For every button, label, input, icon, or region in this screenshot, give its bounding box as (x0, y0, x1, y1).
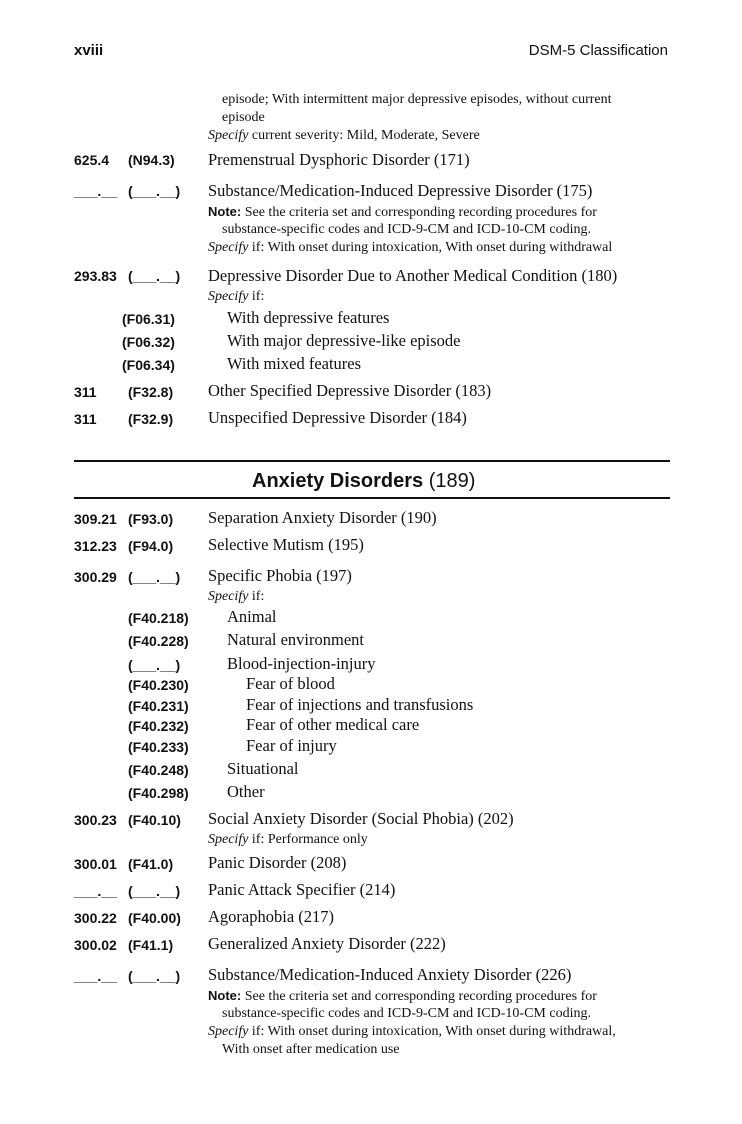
subtype-label: Animal (227, 607, 277, 626)
disorder-name: Other Specified Depressive Disorder (183) (208, 381, 492, 400)
icd9-code: ___.__ (74, 968, 117, 984)
disorder-name: Separation Anxiety Disorder (190) (208, 508, 437, 527)
specify: Specify if: (208, 589, 265, 604)
icd10-code: (___.__) (128, 183, 181, 199)
subtype-label: Fear of injury (246, 736, 337, 755)
disorder-name: Selective Mutism (195) (208, 535, 364, 554)
disorder-name: Premenstrual Dysphoric Disorder (171) (208, 150, 470, 169)
specify: Specify if: With onset during intoxication, With onset during withdrawal (208, 240, 613, 255)
icd10-code: (F32.9) (128, 411, 174, 427)
icd10-code: (F40.10) (128, 812, 181, 828)
section-rule-bottom (74, 497, 670, 499)
subtype-code: (F40.233) (128, 739, 189, 755)
disorder-name: Unspecified Depressive Disorder (184) (208, 408, 467, 427)
continuation-line-1: episode; With intermittent major depressive episodes, without current (222, 92, 612, 107)
note-line-2: substance-specific codes and ICD-9-CM and ICD-10-CM coding. (222, 222, 591, 237)
subtype-label: Blood-injection-injury (227, 654, 376, 673)
subtype-code: (F40.228) (128, 633, 189, 649)
disorder-name: Substance/Medication-Induced Depressive Disorder (175) (208, 181, 593, 200)
icd9-code: 300.29 (74, 569, 117, 585)
page-number: xviii (74, 42, 104, 59)
disorder-name: Panic Attack Specifier (214) (208, 880, 396, 899)
note-line-2: substance-specific codes and ICD-9-CM and ICD-10-CM coding. (222, 1006, 591, 1021)
subtype-label: Fear of other medical care (246, 715, 420, 734)
subtype-label: Fear of blood (246, 674, 335, 693)
subtype-label: Fear of injections and transfusions (246, 695, 474, 714)
icd9-code: ___.__ (74, 183, 117, 199)
disorder-name: Specific Phobia (197) (208, 566, 352, 585)
subtype-code: (F40.230) (128, 677, 189, 693)
subtype-code: (F40.218) (128, 610, 189, 626)
subtype-code: (F06.32) (122, 334, 175, 350)
icd10-code: (___.__) (128, 883, 181, 899)
disorder-name: Agoraphobia (217) (208, 907, 335, 926)
icd10-code: (___.__) (128, 968, 181, 984)
icd9-code: ___.__ (74, 883, 117, 899)
icd9-code: 293.83 (74, 268, 117, 284)
icd9-code: 300.02 (74, 937, 117, 953)
subtype-code: (F06.31) (122, 311, 175, 327)
subtype-label: With mixed features (227, 354, 362, 373)
disorder-name: Depressive Disorder Due to Another Medical Condition (180) (208, 266, 618, 285)
subtype-code: (F40.232) (128, 718, 189, 734)
subtype-label: With major depressive-like episode (227, 331, 461, 350)
running-title: DSM-5 Classification (528, 42, 668, 59)
icd9-code: 311 (74, 411, 97, 427)
subtype-code: (F40.298) (128, 785, 189, 801)
subtype-label: Situational (227, 759, 299, 778)
note: Note: See the criteria set and corresponding recording procedures for (208, 204, 597, 220)
icd9-code: 300.01 (74, 856, 117, 872)
disorder-name: Generalized Anxiety Disorder (222) (208, 934, 446, 953)
specify-severity: Specify current severity: Mild, Moderate, Severe (208, 128, 480, 143)
icd9-code: 300.22 (74, 910, 117, 926)
specify: Specify if: With onset during intoxication, With onset during withdrawal, (208, 1024, 616, 1039)
icd9-code: 309.21 (74, 511, 117, 527)
subtype-code: (F06.34) (122, 357, 175, 373)
icd10-code: (F41.1) (128, 937, 174, 953)
icd10-code: (___.__) (128, 268, 181, 284)
subtype-label: With depressive features (227, 308, 390, 327)
icd10-code: (F41.0) (128, 856, 174, 872)
specify: Specify if: Performance only (208, 832, 368, 847)
subtype-label: Natural environment (227, 630, 364, 649)
icd9-code: 312.23 (74, 538, 117, 554)
continuation-line-2: episode (222, 110, 265, 125)
subtype-code: (___.__) (128, 657, 181, 673)
specify-line-2: With onset after medication use (222, 1042, 400, 1057)
section-title: Anxiety Disorders (189) (252, 470, 476, 492)
icd10-code: (N94.3) (128, 152, 175, 168)
icd9-code: 300.23 (74, 812, 117, 828)
icd9-code: 625.4 (74, 152, 110, 168)
icd10-code: (F40.00) (128, 910, 181, 926)
disorder-name: Substance/Medication-Induced Anxiety Disorder (226) (208, 965, 572, 984)
disorder-name: Social Anxiety Disorder (Social Phobia) (202) (208, 809, 514, 828)
icd10-code: (F32.8) (128, 384, 174, 400)
section-rule-top (74, 460, 670, 462)
icd10-code: (F94.0) (128, 538, 174, 554)
icd10-code: (___.__) (128, 569, 181, 585)
subtype-code: (F40.231) (128, 698, 189, 714)
icd10-code: (F93.0) (128, 511, 174, 527)
disorder-name: Panic Disorder (208) (208, 853, 347, 872)
subtype-label: Other (227, 782, 265, 801)
specify: Specify if: (208, 289, 265, 304)
note: Note: See the criteria set and corresponding recording procedures for (208, 988, 597, 1004)
subtype-code: (F40.248) (128, 762, 189, 778)
icd9-code: 311 (74, 384, 97, 400)
